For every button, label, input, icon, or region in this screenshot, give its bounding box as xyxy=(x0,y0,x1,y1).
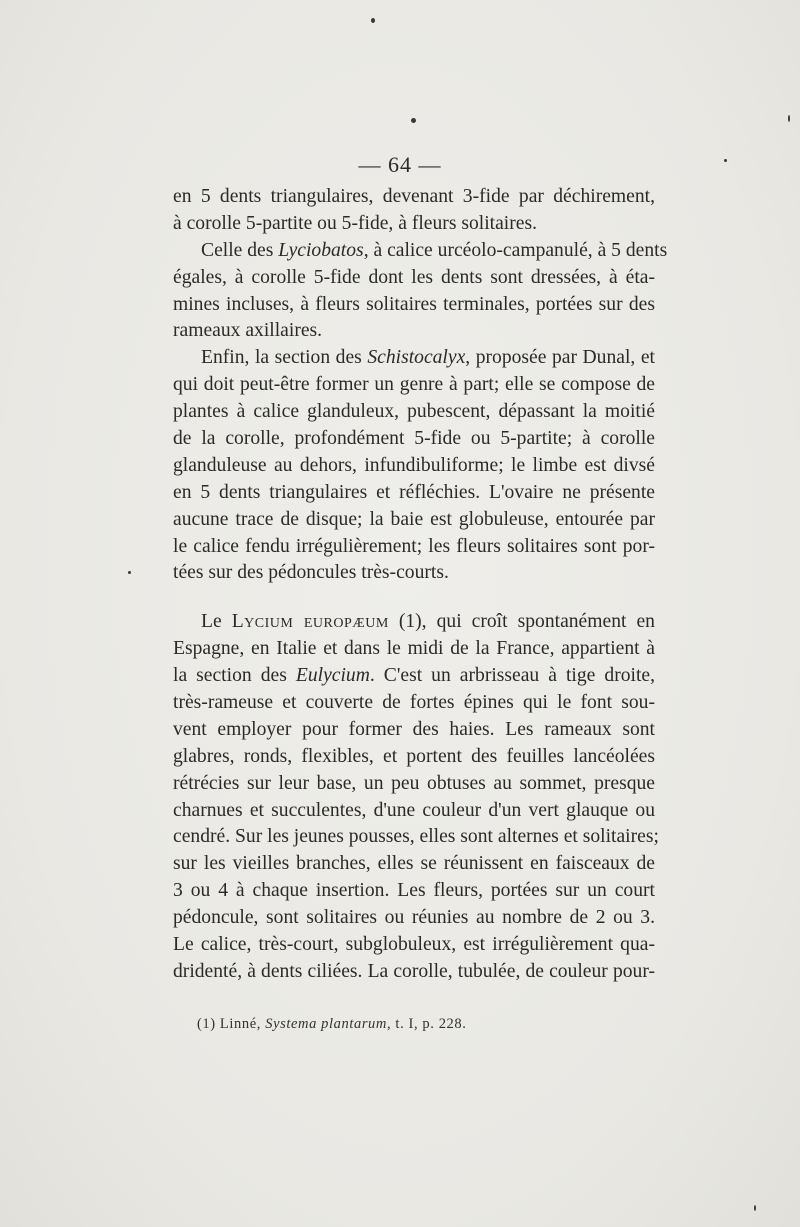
text-line: cendré. Sur les jeunes pousses, elles sont alternes et solitaires; xyxy=(173,826,659,848)
text-line: glabres, ronds, flexibles, et portent des feuilles lancéolées xyxy=(173,745,655,767)
footnote: (1) Linné, Systema plantarum, t. I, p. 228. xyxy=(197,1016,467,1032)
text-line: très-rameuse et couverte de fortes épines qui le font sou- xyxy=(173,692,655,714)
text-line: aucune trace de disque; la baie est globuleuse, entourée par xyxy=(173,508,655,530)
text-line: rameaux axillaires. xyxy=(173,320,323,342)
text-line: mines incluses, à fleurs solitaires terminales, portées sur des xyxy=(173,293,655,315)
paragraph xyxy=(173,238,668,346)
text-line: plantes à calice glanduleux, pubescent, dépassant la moitié xyxy=(173,401,655,423)
scan-speck xyxy=(754,1205,756,1211)
text-line: qui doit peut-être former un genre à part; elle se compose de xyxy=(173,374,655,396)
text-line: Espagne, en Italie et dans le midi de la France, appartient à xyxy=(173,638,655,660)
styled-term: Schistocalyx xyxy=(367,347,466,369)
text-line: tées sur des pédoncules très-courts. xyxy=(173,562,449,584)
text-line: Le Lycium europæum (1), qui croît spontanément en xyxy=(201,611,655,633)
text-line: pédoncule, sont solitaires ou réunies au nombre de 2 ou 3. xyxy=(173,907,655,929)
paragraph xyxy=(173,184,655,238)
text-line: en 5 dents triangulaires, devenant 3-fide par déchirement, xyxy=(173,186,655,207)
scan-speck xyxy=(788,115,790,122)
text-line: le calice fendu irrégulièrement; les fleurs solitaires sont por- xyxy=(173,535,655,557)
paragraph xyxy=(173,609,659,985)
text-line: Le calice, très-court, subglobuleux, est irrégulièrement qua- xyxy=(173,934,655,956)
scan-speck xyxy=(128,571,131,574)
text-line: la section des Eulycium. C'est un arbrisseau à tige droite, xyxy=(173,665,655,687)
paragraph xyxy=(173,345,655,587)
styled-term: Eulycium xyxy=(295,665,370,687)
text-line: égales, à corolle 5-fide dont les dents sont dressées, à éta- xyxy=(173,266,655,288)
text-line: rétrécies sur leur base, un peu obtuses au sommet, presque xyxy=(173,772,655,794)
text-line: sur les vieilles branches, elles se réunissent en faisceaux de xyxy=(173,853,655,875)
text-line: glanduleuse au dehors, infundibuliforme; le limbe est divsé xyxy=(173,454,655,476)
styled-term: Lyciobatos xyxy=(278,239,364,261)
page-number: — 64 — xyxy=(358,152,442,177)
text-line: à corolle 5-partite ou 5-fide, à fleurs solitaires. xyxy=(173,212,537,234)
body-text xyxy=(173,184,668,986)
text-line: de la corolle, profondément 5-fide ou 5-partite; à corolle xyxy=(173,428,655,450)
paragraph-gap xyxy=(173,587,655,609)
text-line: dridenté, à dents ciliées. La corolle, tubulée, de couleur pour- xyxy=(173,960,655,982)
text-line: charnues et succulentes, d'une couleur d'un vert glauque ou xyxy=(173,799,655,821)
styled-term: Systema plantarum xyxy=(265,1016,387,1032)
text-line: en 5 dents triangulaires et réfléchies. L'ovaire ne présente xyxy=(173,481,655,503)
text-line: Enfin, la section des Schistocalyx, proposée par Dunal, et xyxy=(201,347,655,369)
scan-speck xyxy=(371,18,375,23)
scan-speck xyxy=(411,118,416,123)
styled-term: Lycium europæum xyxy=(231,611,389,633)
text-line: vent employer pour former des haies. Les rameaux sont xyxy=(173,718,655,740)
text-line: 3 ou 4 à chaque insertion. Les fleurs, portées sur un court xyxy=(173,880,655,902)
text-line: Celle des Lyciobatos, à calice urcéolo-campanulé, à 5 dents xyxy=(201,239,668,261)
